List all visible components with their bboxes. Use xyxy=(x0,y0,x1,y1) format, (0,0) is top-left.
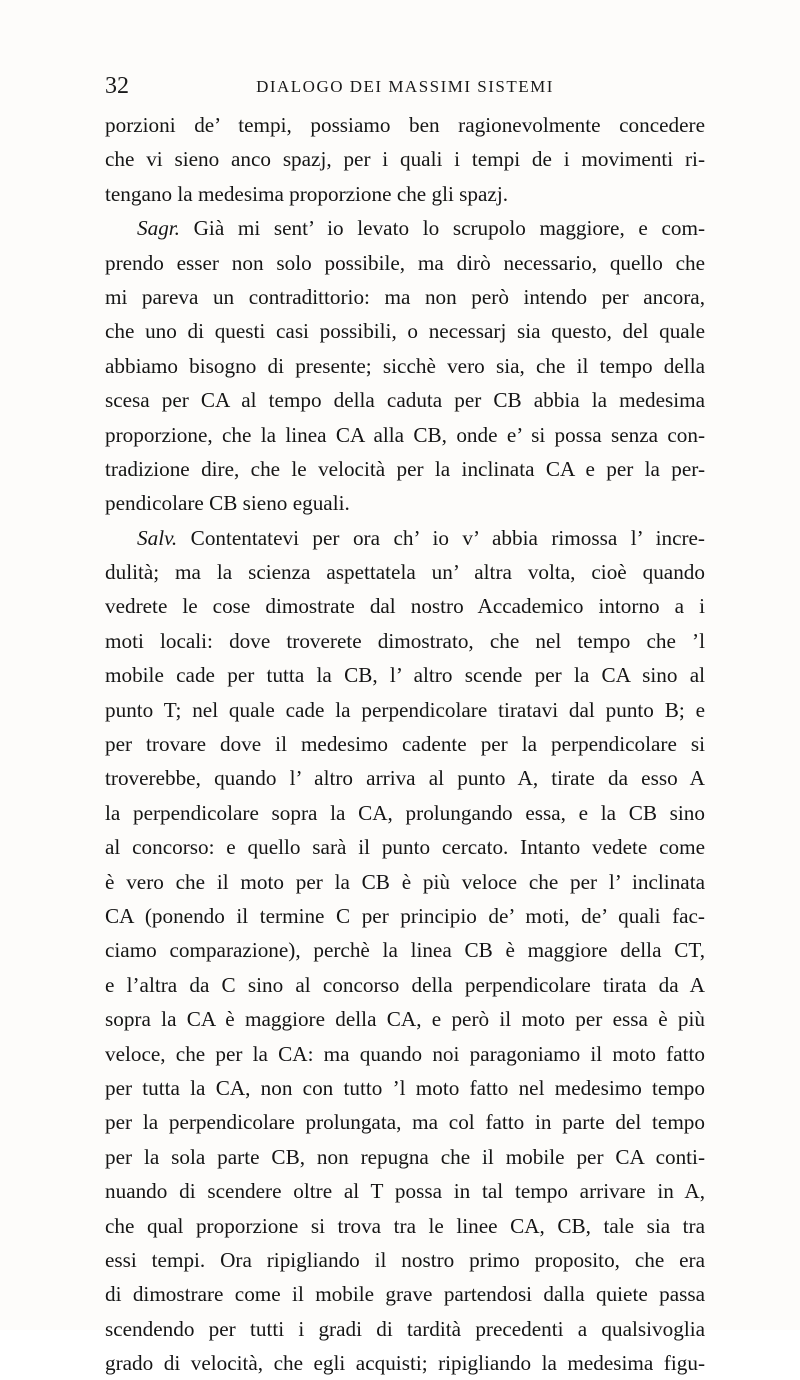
line-text: nuando di scendere oltre al T possa in tal tempo arrivare in A, xyxy=(105,1179,705,1204)
text-line xyxy=(105,418,705,452)
line-text: che uno di questi casi possibili, o necessarj sia questo, del quale xyxy=(105,319,705,344)
line-text: pendicolare CB sieno eguali. xyxy=(105,491,350,516)
text-line xyxy=(105,1002,705,1036)
line-text: ciamo comparazione), perchè la linea CB è maggiore della CT, xyxy=(105,938,705,963)
page-number: 32 xyxy=(105,73,129,99)
line-text: dulità; ma la scienza aspettatela un’ altra volta, cioè quando xyxy=(105,560,705,585)
line-text: al concorso: e quello sarà il punto cercato. Intanto vedete come xyxy=(105,835,705,860)
line-text: è vero che il moto per la CB è più veloce che per l’ inclinata xyxy=(105,869,705,894)
text-line xyxy=(105,1346,705,1380)
line-text: prendo esser non solo possibile, ma dirò necessario, quello che xyxy=(105,250,705,275)
text-line xyxy=(105,1105,705,1139)
text-line xyxy=(105,1140,705,1174)
text-line xyxy=(105,658,705,692)
line-text: abbiamo bisogno di presente; sicchè vero sia, che il tempo della xyxy=(105,353,705,378)
text-line xyxy=(105,796,705,830)
line-text: di dimostrare come il mobile grave partendosi dalla quiete passa xyxy=(105,1282,705,1307)
body-text xyxy=(105,108,705,1380)
text-line xyxy=(105,280,705,314)
text-line xyxy=(105,727,705,761)
line-text: punto T; nel quale cade la perpendicolare tiratavi dal punto B; e xyxy=(105,697,705,722)
text-line xyxy=(105,177,705,211)
text-line xyxy=(105,933,705,967)
text-line xyxy=(105,830,705,864)
text-line xyxy=(105,383,705,417)
text-line xyxy=(105,452,705,486)
text-line xyxy=(105,624,705,658)
speaker-name: Sagr. xyxy=(137,216,180,241)
text-line xyxy=(105,1277,705,1311)
text-line xyxy=(105,349,705,383)
running-title: DIALOGO DEI MASSIMI SISTEMI xyxy=(256,77,554,96)
text-line xyxy=(105,1174,705,1208)
text-line xyxy=(105,486,705,520)
text-line xyxy=(105,521,705,555)
line-text: moti locali: dove troverete dimostrato, che nel tempo che ’l xyxy=(105,628,705,653)
text-line xyxy=(105,761,705,795)
text-line xyxy=(105,589,705,623)
line-text: essi tempi. Ora ripigliando il nostro primo proposito, che era xyxy=(105,1247,705,1272)
text-line xyxy=(105,314,705,348)
text-line xyxy=(105,1243,705,1277)
line-text: tengano la medesima proporzione che gli spazj. xyxy=(105,181,509,206)
line-text: troverebbe, quando l’ altro arriva al punto A, tirate da esso A xyxy=(105,766,705,791)
line-text: CA (ponendo il termine C per principio de’ moti, de’ quali fac- xyxy=(105,903,705,928)
line-text: scesa per CA al tempo della caduta per CB abbia la medesima xyxy=(105,388,705,413)
line-text: e l’altra da C sino al concorso della perpendicolare tirata da A xyxy=(105,972,705,997)
line-text: che qual proporzione si trova tra le linee CA, CB, tale sia tra xyxy=(105,1213,705,1238)
line-text: Contentatevi per ora ch’ io v’ abbia rimossa l’ incre- xyxy=(177,525,705,550)
line-text: proporzione, che la linea CA alla CB, onde e’ si possa senza con- xyxy=(105,422,705,447)
line-text: per la perpendicolare prolungata, ma col fatto in parte del tempo xyxy=(105,1110,705,1135)
text-line xyxy=(105,246,705,280)
line-text: grado di velocità, che egli acquisti; ripigliando la medesima figu- xyxy=(105,1351,705,1376)
text-line xyxy=(105,1037,705,1071)
text-line xyxy=(105,142,705,176)
text-line xyxy=(105,108,705,142)
line-text: per tutta la CA, non con tutto ’l moto fatto nel medesimo tempo xyxy=(105,1075,705,1100)
line-text: la perpendicolare sopra la CA, prolungando essa, e la CB sino xyxy=(105,800,705,825)
line-text: mi pareva un contradittorio: ma non però intendo per ancora, xyxy=(105,284,705,309)
text-line xyxy=(105,1071,705,1105)
line-text: veloce, che per la CA: ma quando noi paragoniamo il moto fatto xyxy=(105,1041,705,1066)
text-line xyxy=(105,865,705,899)
speaker-name: Salv. xyxy=(137,525,178,550)
line-text: che vi sieno anco spazj, per i quali i tempi de i movimenti ri- xyxy=(105,147,705,172)
line-text: porzioni de’ tempi, possiamo ben ragionevolmente concedere xyxy=(105,113,705,137)
line-text: Già mi sent’ io levato lo scrupolo maggiore, e com- xyxy=(179,216,705,241)
text-line xyxy=(105,899,705,933)
line-text: per la sola parte CB, non repugna che il mobile per CA conti- xyxy=(105,1144,705,1169)
line-text: tradizione dire, che le velocità per la inclinata CA e per la per- xyxy=(105,456,705,481)
text-line xyxy=(105,211,705,245)
line-text: vedrete le cose dimostrate dal nostro Accademico intorno a i xyxy=(105,594,705,619)
text-line xyxy=(105,1312,705,1346)
text-line xyxy=(105,1209,705,1243)
page-header xyxy=(105,70,705,102)
text-line xyxy=(105,968,705,1002)
text-line xyxy=(105,555,705,589)
text-line xyxy=(105,693,705,727)
line-text: mobile cade per tutta la CB, l’ altro scende per la CA sino al xyxy=(105,663,705,688)
line-text: per trovare dove il medesimo cadente per la perpendicolare si xyxy=(105,732,705,757)
line-text: sopra la CA è maggiore della CA, e però il moto per essa è più xyxy=(105,1007,705,1032)
line-text: scendendo per tutti i gradi di tardità precedenti a qualsivoglia xyxy=(105,1316,705,1341)
